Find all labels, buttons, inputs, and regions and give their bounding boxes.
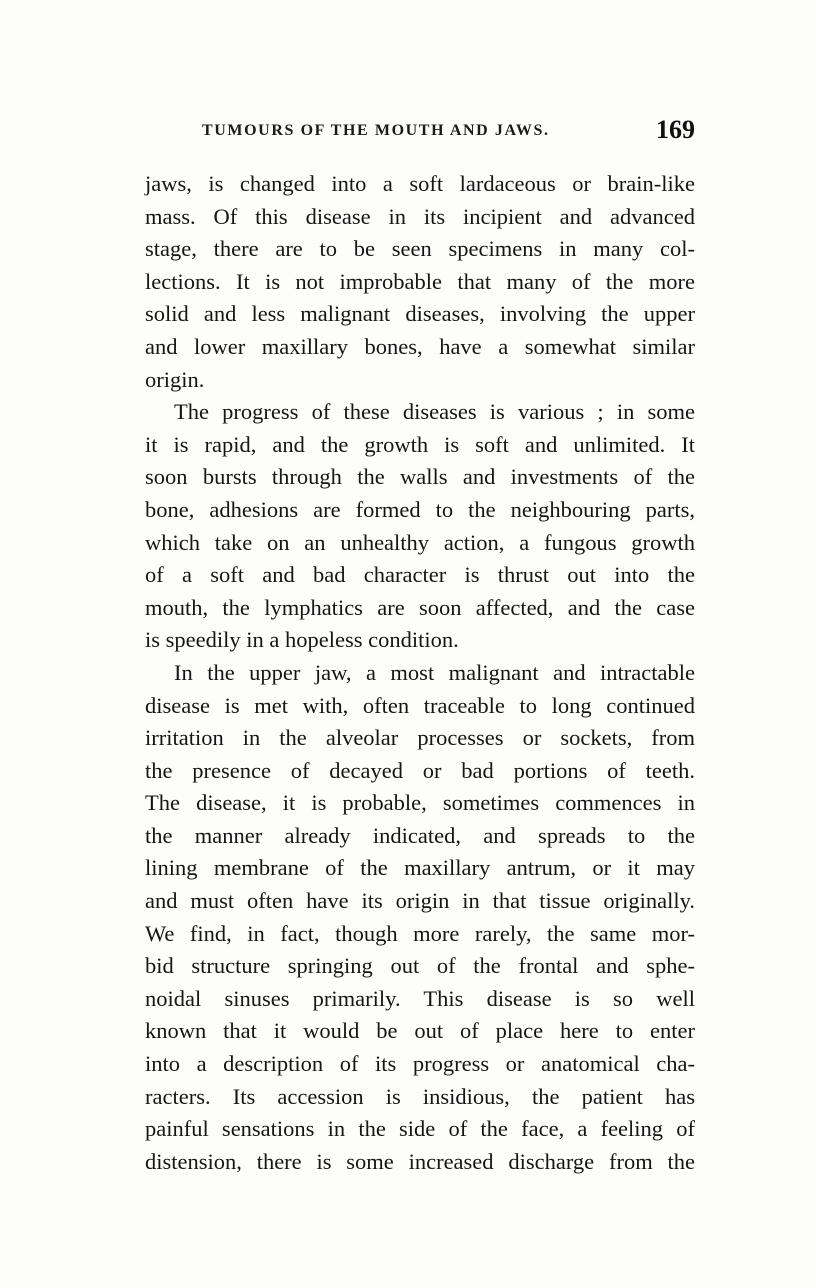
text-line: known that it would be out of place here to enter bbox=[145, 1018, 695, 1044]
text-line: distension, there is some increased discharge from the bbox=[145, 1148, 695, 1174]
text-line: In the upper jaw, a most malignant and intractable bbox=[174, 659, 695, 685]
text-line: is speedily in a hopeless condition. bbox=[145, 627, 459, 653]
text-line: painful sensations in the side of the face, a feeling of bbox=[145, 1116, 695, 1142]
text-line: The progress of these diseases is various ; in some bbox=[174, 399, 695, 425]
paragraph bbox=[145, 396, 695, 657]
text-line: which take on an unhealthy action, a fungous growth bbox=[145, 529, 695, 555]
text-line: The disease, it is probable, sometimes commences in bbox=[145, 790, 695, 816]
text-line: bid structure springing out of the frontal and sphe- bbox=[145, 953, 695, 979]
text-line: the manner already indicated, and spreads to the bbox=[145, 822, 695, 848]
text-line: lections. It is not improbable that many of the more bbox=[145, 268, 695, 294]
running-title: TUMOURS OF THE MOUTH AND JAWS. bbox=[202, 122, 550, 139]
text-line: lining membrane of the maxillary antrum, or it may bbox=[145, 855, 695, 881]
body-text bbox=[145, 168, 695, 1178]
text-line: We find, in fact, though more rarely, the same mor- bbox=[145, 920, 695, 946]
text-line: solid and less malignant diseases, involving the upper bbox=[145, 301, 695, 327]
text-line: disease is met with, often traceable to long continued bbox=[145, 692, 695, 718]
text-line: origin. bbox=[145, 366, 205, 392]
page-number: 169 bbox=[656, 115, 695, 144]
text-line: irritation in the alveolar processes or sockets, from bbox=[145, 725, 695, 751]
text-line: jaws, is changed into a soft lardaceous or brain-like bbox=[145, 171, 695, 196]
paragraph bbox=[145, 657, 695, 1179]
text-line: and must often have its origin in that tissue originally. bbox=[145, 888, 695, 914]
text-line: of a soft and bad character is thrust out into the bbox=[145, 562, 695, 588]
text-line: the presence of decayed or bad portions of teeth. bbox=[145, 757, 695, 783]
text-line: mouth, the lymphatics are soon affected, and the case bbox=[145, 594, 695, 620]
text-line: and lower maxillary bones, have a somewhat similar bbox=[145, 333, 695, 359]
text-line: mass. Of this disease in its incipient and advanced bbox=[145, 203, 695, 229]
text-line: bone, adhesions are formed to the neighbouring parts, bbox=[145, 496, 695, 522]
text-line: noidal sinuses primarily. This disease is so well bbox=[145, 985, 695, 1011]
running-head bbox=[145, 115, 695, 149]
text-line: into a description of its progress or anatomical cha- bbox=[145, 1051, 695, 1077]
text-line: stage, there are to be seen specimens in many col- bbox=[145, 236, 695, 262]
paragraph bbox=[145, 168, 695, 396]
text-line: it is rapid, and the growth is soft and unlimited. It bbox=[145, 431, 695, 457]
text-line: soon bursts through the walls and investments of the bbox=[145, 464, 695, 490]
text-line: racters. Its accession is insidious, the patient has bbox=[145, 1083, 695, 1109]
